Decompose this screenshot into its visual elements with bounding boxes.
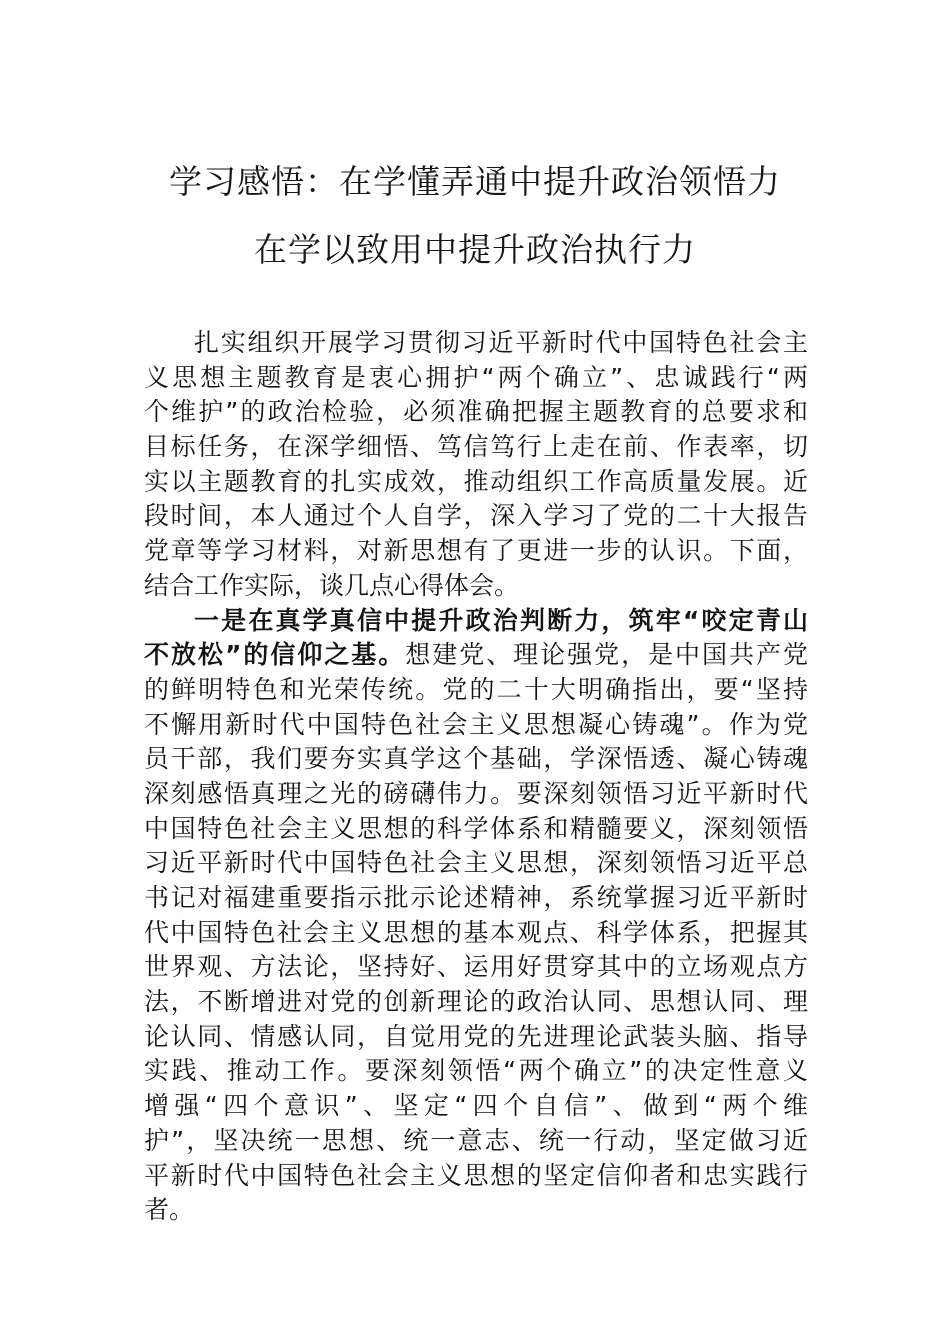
text-line: 法，不断增进对党的创新理论的政治认同、思想认同、理 <box>144 987 808 1017</box>
document-body <box>144 326 808 1228</box>
document-title <box>0 163 950 269</box>
text-line: 深刻感悟真理之光的磅礴伟力。要深刻领悟习近平新时代 <box>144 778 808 808</box>
text-line: 义思想主题教育是衷心拥护“两个确立”、忠诚践行“两 <box>144 362 808 392</box>
text-line: 书记对福建重要指示批示论述精神，系统掌握习近平新时 <box>144 883 808 912</box>
text-line: 个维护”的政治检验，必须准确把握主题教育的总要求和 <box>144 397 808 427</box>
text-line: 的鲜明特色和光荣传统。党的二十大明确指出，要“坚持 <box>144 674 808 704</box>
text-line: 代中国特色社会主义思想的基本观点、科学体系，把握其 <box>144 917 808 947</box>
text-line: 习近平新时代中国特色社会主义思想，深刻领悟习近平总 <box>144 848 808 878</box>
text-line: 目标任务，在深学细悟、笃信笃行上走在前、作表率，切 <box>144 432 808 462</box>
paragraph-1 <box>144 326 808 604</box>
text-line: 护”，坚决统一思想、统一意志、统一行动，坚定做习近 <box>144 1125 808 1155</box>
text-line: 不懈用新时代中国特色社会主义思想凝心铸魂”。作为党 <box>144 709 808 739</box>
text-line: 党章等学习材料，对新思想有了更进一步的认识。下面， <box>144 536 808 566</box>
bold-heading-fragment: 不放松”的信仰之基。 <box>144 640 406 670</box>
text-line: 增强“四个意识”、坚定“四个自信”、做到“两个维 <box>144 1091 808 1121</box>
text-line: 员干部，我们要夯实真学这个基础，学深悟透、凝心铸魂 <box>144 744 808 774</box>
text-line: 世界观、方法论，坚持好、运用好贯穿其中的立场观点方 <box>144 952 808 982</box>
text-line: 平新时代中国特色社会主义思想的坚定信仰者和忠实践行 <box>144 1160 808 1190</box>
text-fragment: 想建党、理论强党，是中国共产党 <box>405 640 808 670</box>
title-line-1: 学习感悟：在学懂弄通中提升政治领悟力 <box>169 162 781 201</box>
paragraph-2 <box>144 604 808 1228</box>
text-line: 实以主题教育的扎实成效，推动组织工作高质量发展。近 <box>144 466 808 496</box>
bold-heading-line: 一是在真学真信中提升政治判断力，筑牢“咬定青山 <box>194 605 808 635</box>
text-line: 段时间，本人通过个人自学，深入学习了党的二十大报告 <box>144 501 808 531</box>
text-line: 实践、推动工作。要深刻领悟“两个确立”的决定性意义 <box>144 1056 808 1086</box>
text-line: 论认同、情感认同，自觉用党的先进理论武装头脑、指导 <box>144 1021 808 1051</box>
mixed-heading-line <box>144 638 808 673</box>
text-line: 扎实组织开展学习贯彻习近平新时代中国特色社会主 <box>194 328 808 357</box>
text-line: 中国特色社会主义思想的科学体系和精髓要义，深刻领悟 <box>144 813 808 843</box>
text-line: 结合工作实际，谈几点心得体会。 <box>144 570 520 600</box>
title-line-2: 在学以致用中提升政治执行力 <box>254 230 696 269</box>
text-line: 者。 <box>144 1195 195 1225</box>
